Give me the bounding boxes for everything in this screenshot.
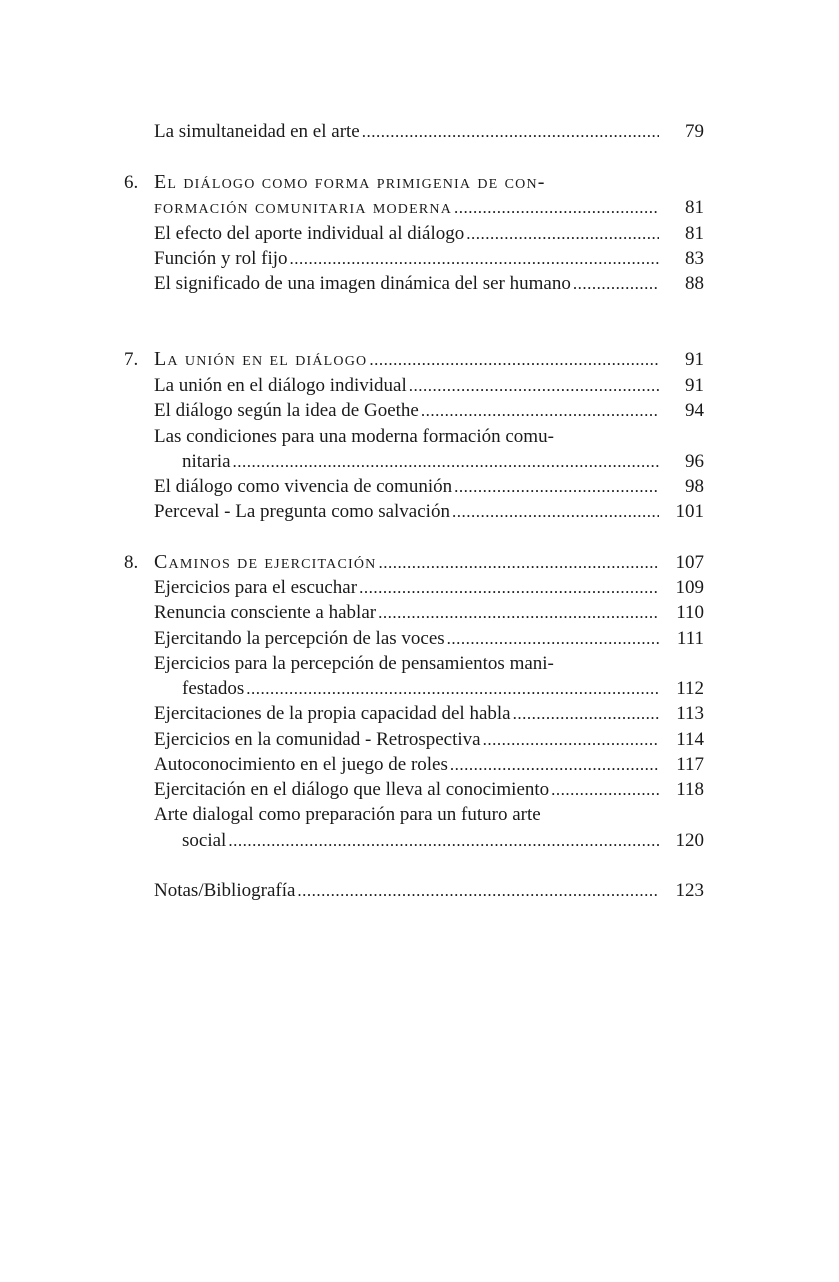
- toc-entry: [154, 701, 659, 726]
- dot-leader: [359, 575, 659, 600]
- toc-entry-title: Notas/Bibliografía: [154, 880, 296, 901]
- dot-leader: [362, 119, 659, 144]
- toc-entry: [154, 474, 659, 499]
- page-number: 110: [676, 602, 704, 623]
- toc-entry: [154, 424, 719, 449]
- toc-entry-title: social: [182, 830, 227, 851]
- toc-entry: [154, 550, 659, 575]
- dot-leader: [466, 221, 659, 246]
- toc-entry: [154, 600, 659, 625]
- toc-chapter-row: [0, 195, 839, 220]
- dot-leader: [233, 449, 659, 474]
- chapter-number: 8.: [124, 552, 139, 573]
- page-number: 107: [675, 552, 704, 573]
- toc-chapter-row: [0, 550, 839, 575]
- toc-entry-row: [0, 373, 839, 398]
- toc-entry: [154, 802, 719, 827]
- page-number: 111: [676, 628, 704, 649]
- toc-entry-title: El diálogo según la idea de Goethe: [154, 400, 419, 421]
- dot-leader: [421, 398, 659, 423]
- toc-entry-title: Arte dialogal como preparación para un futuro arte: [154, 804, 541, 825]
- toc-entry-row: [0, 271, 839, 296]
- toc-entry-row: [0, 828, 839, 853]
- toc-entry-title: Ejercicios para la percepción de pensamientos mani-: [154, 653, 554, 674]
- toc-entry: [154, 373, 659, 398]
- toc-entry: [154, 651, 719, 676]
- toc-entry-row: [0, 752, 839, 777]
- dot-leader: [450, 752, 659, 777]
- dot-leader: [551, 777, 659, 802]
- toc-entry-row: [0, 221, 839, 246]
- toc-entry-row: [0, 398, 839, 423]
- dot-leader: [246, 676, 659, 701]
- toc-entry-title: Caminos de ejercitación: [154, 551, 377, 573]
- toc-entry-title: El diálogo como forma primigenia de con-: [154, 171, 546, 193]
- chapter-number: 6.: [124, 172, 139, 193]
- page-number: 81: [685, 223, 704, 244]
- toc-entry-row: [0, 878, 839, 903]
- dot-leader: [454, 474, 659, 499]
- toc-entry-row: [0, 651, 839, 676]
- toc-entry-title: Ejercitando la percepción de las voces: [154, 628, 445, 649]
- toc-entry: [154, 727, 659, 752]
- toc-entry-row: [0, 119, 839, 144]
- toc-entry-title: Renuncia consciente a hablar: [154, 602, 377, 623]
- toc-entry-title: Las condiciones para una moderna formación comu-: [154, 426, 554, 447]
- toc-chapter-row: [0, 347, 839, 372]
- page-number: 123: [675, 880, 704, 901]
- toc-entry: [154, 398, 659, 423]
- toc-entry-row: [0, 246, 839, 271]
- page-number: 91: [685, 349, 704, 370]
- toc-entry: [154, 499, 659, 524]
- toc-chapter-row: [0, 170, 839, 195]
- page-number: 118: [676, 779, 704, 800]
- page-number: 98: [685, 476, 704, 497]
- toc-entry-row: [0, 499, 839, 524]
- toc-entry: [154, 170, 719, 195]
- toc-entry-row: [0, 600, 839, 625]
- dot-leader: [447, 626, 659, 651]
- toc-entry-row: [0, 575, 839, 600]
- dot-leader: [290, 246, 659, 271]
- toc-entry: [154, 626, 659, 651]
- toc-entry: [182, 676, 659, 701]
- page-number: 114: [676, 729, 704, 750]
- toc-entry-title: Ejercitación en el diálogo que lleva al conocimiento: [154, 779, 550, 800]
- toc-entry-title: Ejercicios para el escuchar: [154, 577, 358, 598]
- dot-leader: [378, 600, 659, 625]
- toc-entry-title: Perceval - La pregunta como salvación: [154, 501, 450, 522]
- toc-entry-title: formación comunitaria moderna: [154, 196, 453, 218]
- toc-entry: [154, 271, 659, 296]
- page-number: 109: [675, 577, 704, 598]
- toc-entry-row: [0, 727, 839, 752]
- page-number: 101: [675, 501, 704, 522]
- toc-entry-title: El efecto del aporte individual al diálogo: [154, 223, 465, 244]
- page-number: 96: [685, 451, 704, 472]
- page-number: 91: [685, 375, 704, 396]
- dot-leader: [483, 727, 659, 752]
- toc-entry-title: Ejercitaciones de la propia capacidad del habla: [154, 703, 511, 724]
- toc-entry-row: [0, 424, 839, 449]
- page-number: 94: [685, 400, 704, 421]
- page-number: 83: [685, 248, 704, 269]
- toc-entry-row: [0, 777, 839, 802]
- page-number: 88: [685, 273, 704, 294]
- page-number: 120: [675, 830, 704, 851]
- dot-leader: [369, 347, 659, 372]
- toc-entry: [154, 575, 659, 600]
- page-number: 117: [676, 754, 704, 775]
- toc-entry-row: [0, 676, 839, 701]
- toc-entry: [154, 878, 659, 903]
- dot-leader: [378, 550, 659, 575]
- toc-entry: [154, 221, 659, 246]
- toc-entry-title: La unión en el diálogo individual: [154, 375, 407, 396]
- page-number: 81: [685, 197, 704, 218]
- chapter-number: 7.: [124, 349, 139, 370]
- dot-leader: [409, 373, 659, 398]
- toc-entry-row: [0, 449, 839, 474]
- toc-entry: [154, 347, 659, 372]
- dot-leader: [573, 271, 659, 296]
- toc-entry-title: Ejercicios en la comunidad - Retrospectiva: [154, 729, 481, 750]
- toc-entry-row: [0, 802, 839, 827]
- toc-entry-title: El significado de una imagen dinámica del ser humano: [154, 273, 571, 294]
- toc-entry: [154, 195, 659, 220]
- toc-entry: [182, 449, 659, 474]
- toc-entry-title: festados: [182, 678, 245, 699]
- toc-entry-title: Autoconocimiento en el juego de roles: [154, 754, 448, 775]
- toc-entry: [154, 246, 659, 271]
- toc-entry: [154, 119, 659, 144]
- dot-leader: [452, 499, 659, 524]
- toc-entry-title: La simultaneidad en el arte: [154, 121, 360, 142]
- dot-leader: [228, 828, 659, 853]
- toc-entry: [154, 752, 659, 777]
- toc-entry-row: [0, 701, 839, 726]
- toc-entry: [182, 828, 659, 853]
- page-number: 112: [676, 678, 704, 699]
- toc-entry: [154, 777, 659, 802]
- toc-entry-title: Función y rol fijo: [154, 248, 288, 269]
- toc-entry-title: La unión en el diálogo: [154, 348, 368, 370]
- page-number: 79: [685, 121, 704, 142]
- toc-entry-title: El diálogo como vivencia de comunión: [154, 476, 453, 497]
- dot-leader: [454, 195, 659, 220]
- toc-entry-title: nitaria: [182, 451, 231, 472]
- dot-leader: [513, 701, 659, 726]
- toc-entry-row: [0, 626, 839, 651]
- page-number: 113: [676, 703, 704, 724]
- toc-entry-row: [0, 474, 839, 499]
- dot-leader: [297, 878, 659, 903]
